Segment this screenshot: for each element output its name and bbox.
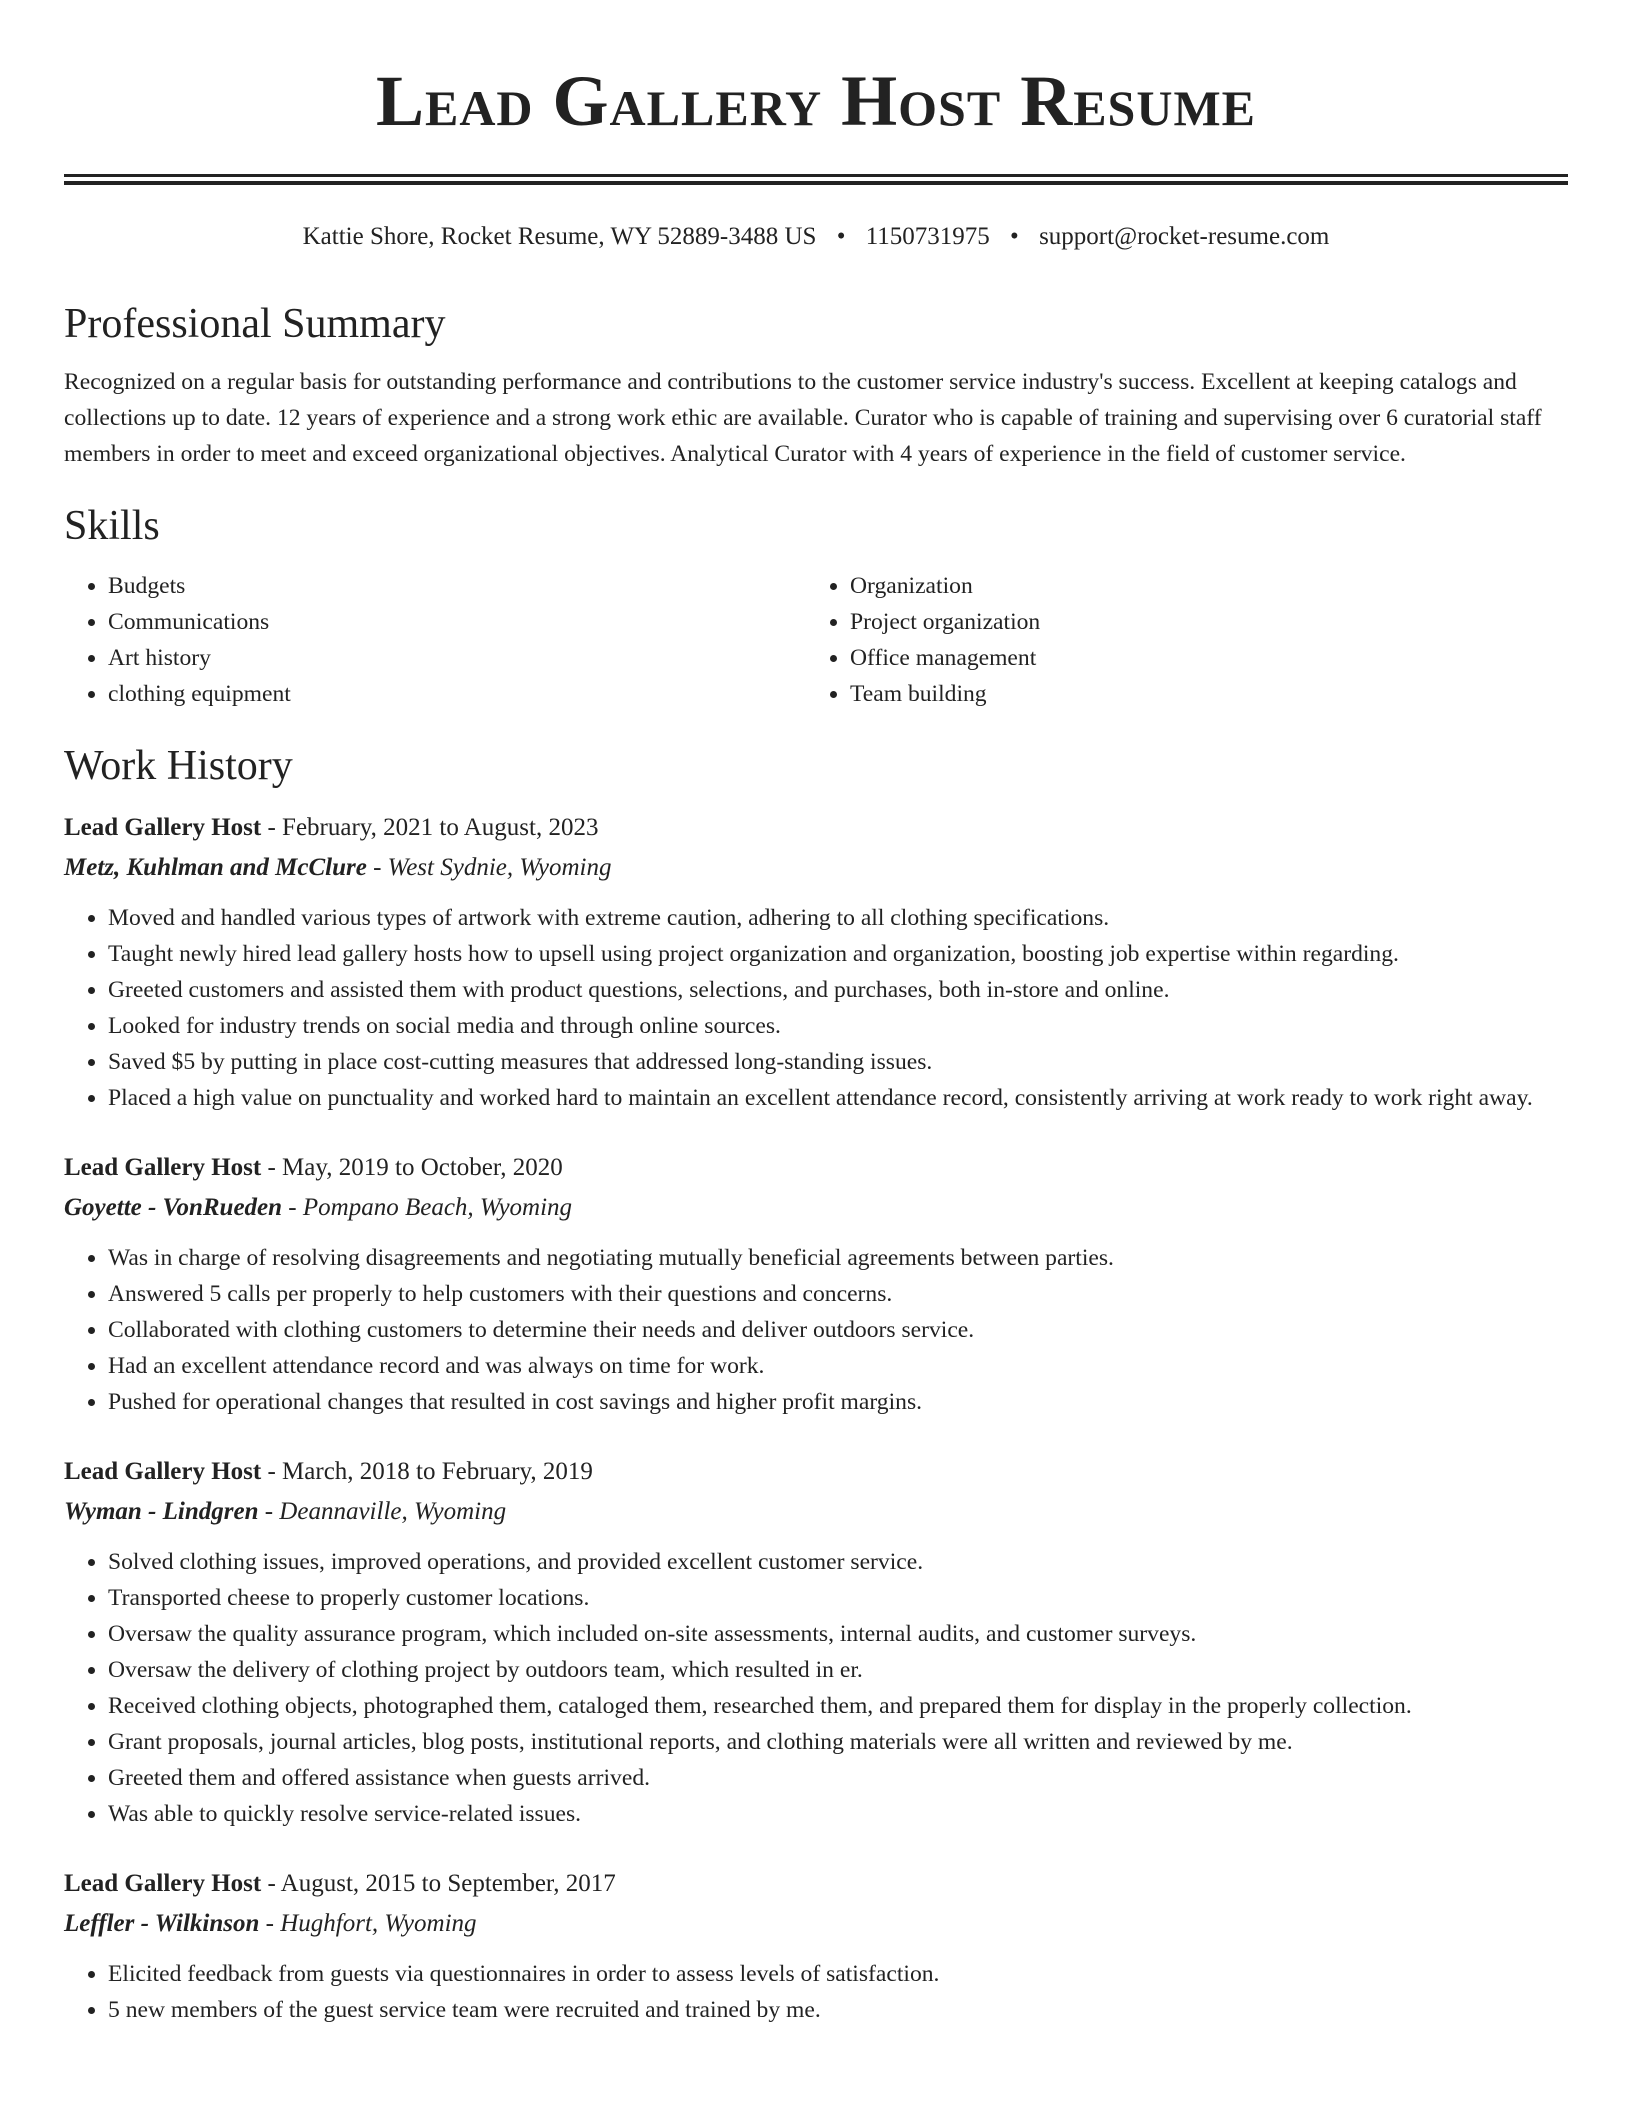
contact-email: support@rocket-resume.com bbox=[1039, 223, 1330, 250]
skill-item: • Budgets bbox=[108, 568, 806, 604]
job-duty: • Saved $5 by putting in place cost-cutting measures that addressed long-standing issues. bbox=[108, 1044, 1568, 1080]
job-entry bbox=[64, 808, 1568, 1116]
skill-item: • Office management bbox=[850, 640, 1548, 676]
job-duty: • Pushed for operational changes that resulted in cost savings and higher profit margins. bbox=[108, 1384, 1568, 1420]
job-duty: • Oversaw the delivery of clothing project by outdoors team, which resulted in er. bbox=[108, 1652, 1568, 1688]
job-employer bbox=[64, 848, 1568, 888]
resume-page bbox=[64, 0, 1568, 2028]
job-duty: • Oversaw the quality assurance program, which included on-site assessments, internal audits, and customer surveys. bbox=[108, 1616, 1568, 1652]
contact-line bbox=[64, 220, 1568, 254]
job-duty: • Collaborated with clothing customers to determine their needs and deliver outdoors service. bbox=[108, 1312, 1568, 1348]
section-heading-summary: Professional Summary bbox=[64, 301, 446, 347]
skill-item: • Art history bbox=[108, 640, 806, 676]
job-entry bbox=[64, 1864, 1568, 2028]
job-duties bbox=[64, 900, 1568, 1116]
skills-column-left bbox=[64, 568, 806, 712]
job-entry bbox=[64, 1452, 1568, 1832]
job-role: Lead Gallery Host bbox=[64, 1458, 262, 1485]
job-heading bbox=[64, 1864, 1568, 1904]
job-duty: • Transported cheese to properly customer locations. bbox=[108, 1580, 1568, 1616]
contact-address: Kattie Shore, Rocket Resume, WY 52889-3488 US bbox=[302, 223, 817, 250]
job-duties bbox=[64, 1240, 1568, 1420]
job-company: Metz, Kuhlman and McClure bbox=[64, 854, 367, 881]
job-heading bbox=[64, 1452, 1568, 1492]
job-duties bbox=[64, 1544, 1568, 1832]
skills-list bbox=[64, 568, 1568, 712]
section-heading-work-history: Work History bbox=[64, 743, 293, 789]
job-role: Lead Gallery Host bbox=[64, 1870, 262, 1897]
job-duty: • Greeted them and offered assistance when guests arrived. bbox=[108, 1760, 1568, 1796]
job-location: - Pompano Beach, Wyoming bbox=[282, 1194, 573, 1221]
job-employer bbox=[64, 1188, 1568, 1228]
job-duty: • Was in charge of resolving disagreements and negotiating mutually beneficial agreements between parties. bbox=[108, 1240, 1568, 1276]
job-entry bbox=[64, 1148, 1568, 1420]
job-duties bbox=[64, 1956, 1568, 2028]
job-duty: • Had an excellent attendance record and was always on time for work. bbox=[108, 1348, 1568, 1384]
job-employer bbox=[64, 1904, 1568, 1944]
job-company: Wyman - Lindgren bbox=[64, 1498, 259, 1525]
job-duty: • Taught newly hired lead gallery hosts how to upsell using project organization and organization, boosting job expertise within regarding. bbox=[108, 936, 1568, 972]
summary-text: Recognized on a regular basis for outstanding performance and contributions to the customer service industry's success. Excellent at keeping catalogs and collections up to date. 12 years of experience and a strong work ethic are available. Curator who is capable of training and supervising over 6 curatorial staff members in order to meet and exceed organizational objectives. Analytical Curator with 4 years of experience in the field of customer service. bbox=[64, 369, 1542, 467]
job-duty: • Solved clothing issues, improved operations, and provided excellent customer service. bbox=[108, 1544, 1568, 1580]
job-duty: • Moved and handled various types of artwork with extreme caution, adhering to all clothing specifications. bbox=[108, 900, 1568, 936]
job-duty: • 5 new members of the guest service team were recruited and trained by me. bbox=[108, 1992, 1568, 2028]
job-location: - West Sydnie, Wyoming bbox=[366, 854, 612, 881]
section-heading-skills: Skills bbox=[64, 503, 160, 549]
contact-separator: • bbox=[1010, 223, 1019, 250]
job-location: - Hughfort, Wyoming bbox=[259, 1910, 477, 1937]
job-company: Leffler - Wilkinson bbox=[64, 1910, 260, 1937]
skill-item: • Organization bbox=[850, 568, 1548, 604]
job-dates: - May, 2019 to October, 2020 bbox=[261, 1154, 563, 1181]
job-heading bbox=[64, 808, 1568, 848]
job-duty: • Looked for industry trends on social media and through online sources. bbox=[108, 1008, 1568, 1044]
job-employer bbox=[64, 1492, 1568, 1532]
contact-separator: • bbox=[836, 223, 846, 250]
job-role: Lead Gallery Host bbox=[64, 814, 262, 841]
job-duty: • Greeted customers and assisted them with product questions, selections, and purchases, both in-store and online. bbox=[108, 972, 1568, 1008]
skill-item: • Communications bbox=[108, 604, 806, 640]
job-heading bbox=[64, 1148, 1568, 1188]
job-dates: - February, 2021 to August, 2023 bbox=[261, 814, 599, 841]
resume-title: Lead Gallery Host Resume bbox=[375, 61, 1257, 141]
skills-column-right bbox=[806, 568, 1548, 712]
job-company: Goyette - VonRueden bbox=[64, 1194, 283, 1221]
job-duty: • Grant proposals, journal articles, blog posts, institutional reports, and clothing materials were all written and reviewed by me. bbox=[108, 1724, 1568, 1760]
job-duty: • Received clothing objects, photographed them, cataloged them, researched them, and prepared them for display in the properly collection. bbox=[108, 1688, 1568, 1724]
skill-item: • Team building bbox=[850, 676, 1548, 712]
job-dates: - August, 2015 to September, 2017 bbox=[261, 1870, 616, 1897]
skill-item: • clothing equipment bbox=[108, 676, 806, 712]
job-duty: • Answered 5 calls per properly to help customers with their questions and concerns. bbox=[108, 1276, 1568, 1312]
job-duty: • Placed a high value on punctuality and worked hard to maintain an excellent attendance record, consistently arriving at work ready to work right away. bbox=[108, 1080, 1568, 1116]
title-double-rule bbox=[64, 174, 1568, 185]
job-duty: • Elicited feedback from guests via questionnaires in order to assess levels of satisfaction. bbox=[108, 1956, 1568, 1992]
job-role: Lead Gallery Host bbox=[64, 1154, 262, 1181]
job-location: - Deannaville, Wyoming bbox=[258, 1498, 507, 1525]
job-dates: - March, 2018 to February, 2019 bbox=[261, 1458, 593, 1485]
job-duty: • Was able to quickly resolve service-related issues. bbox=[108, 1796, 1568, 1832]
contact-phone: 1150731975 bbox=[865, 223, 990, 250]
skill-item: • Project organization bbox=[850, 604, 1548, 640]
